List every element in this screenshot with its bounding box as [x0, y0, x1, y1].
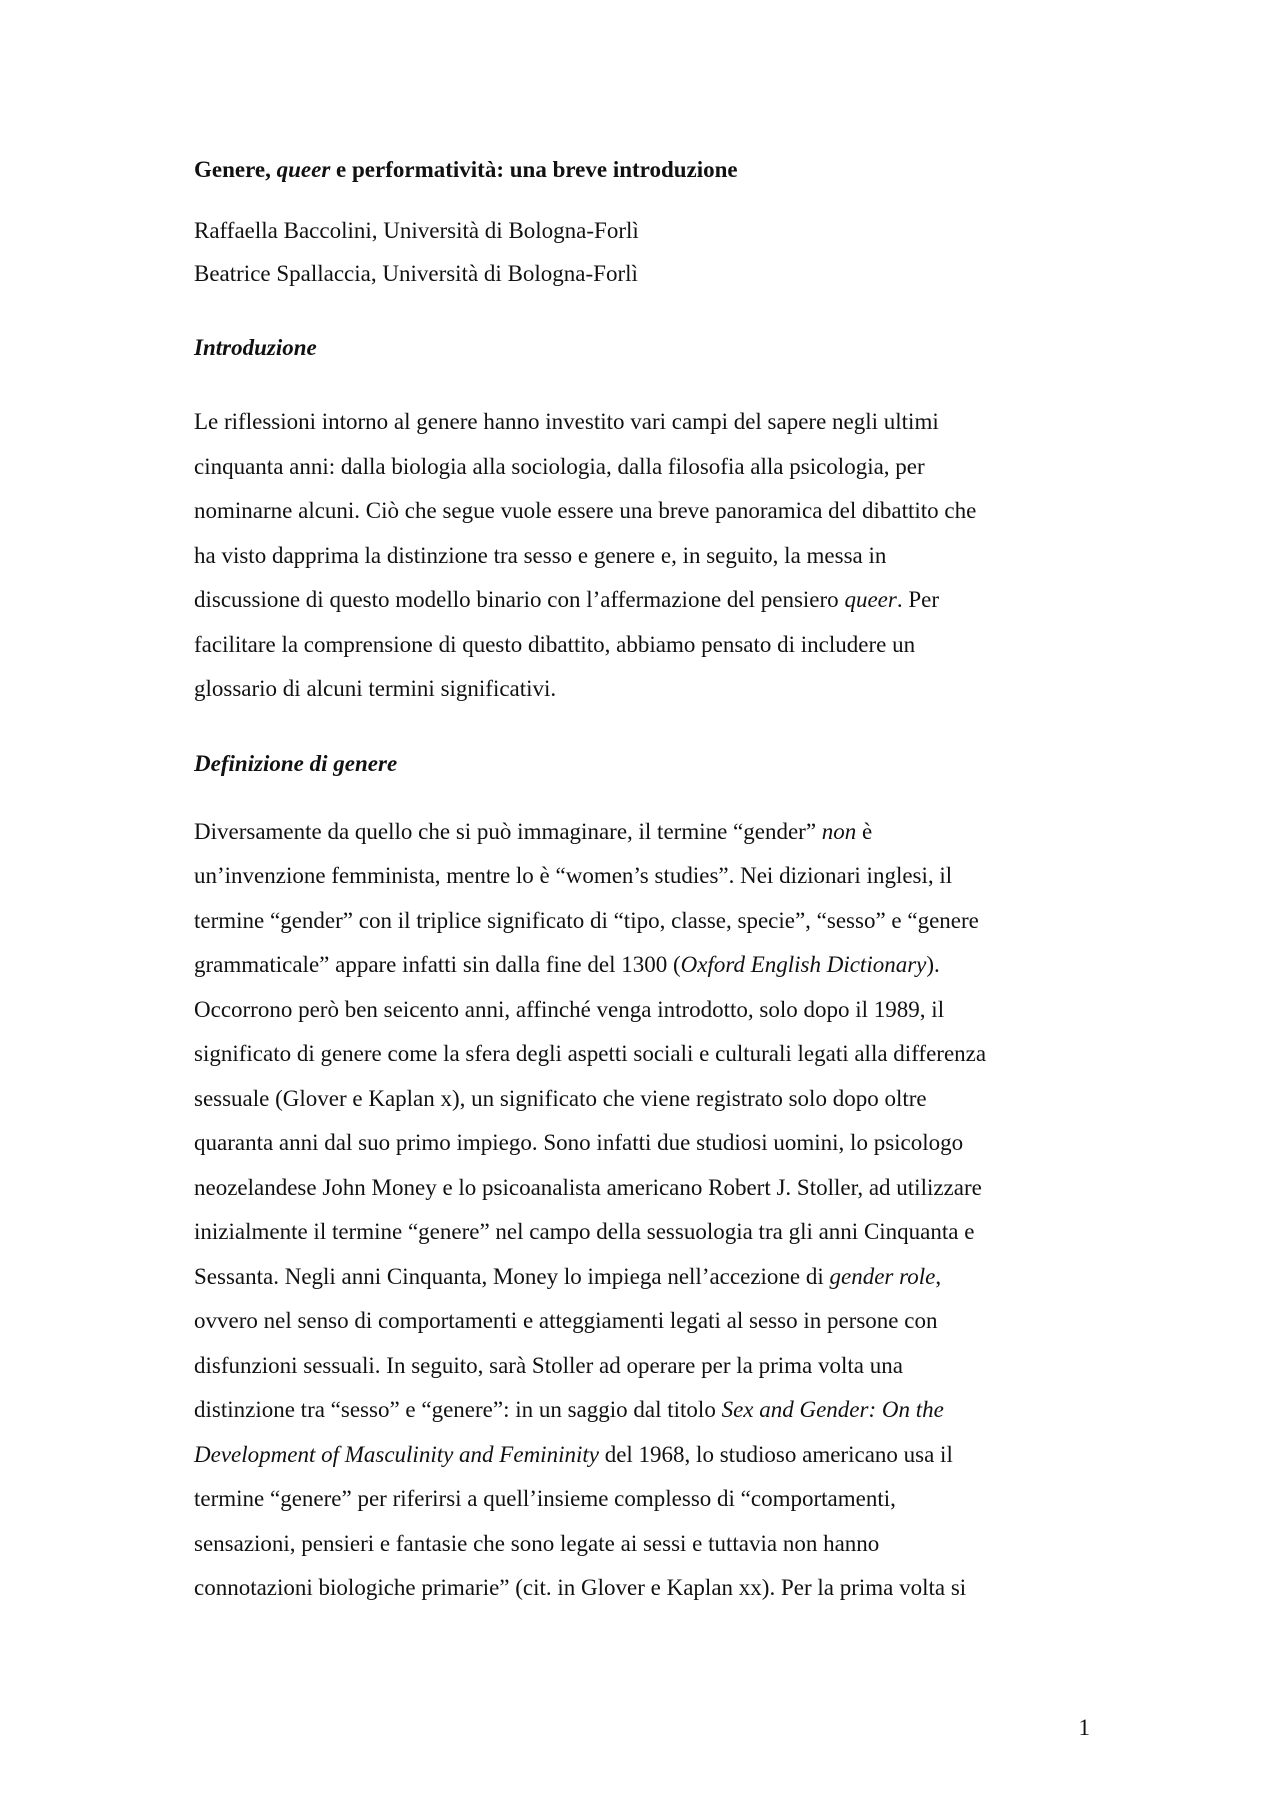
author-list — [194, 209, 1094, 295]
italic-term: Development of Masculinity and Femininity — [194, 1441, 599, 1467]
section-heading-introduzione: Introduzione — [194, 335, 317, 360]
paragraph-definizione — [194, 810, 1094, 1611]
text-line: neozelandese John Money e lo psicoanalista americano Robert J. Stoller, ad utilizzare — [194, 1174, 982, 1200]
text-segment: , — [935, 1263, 942, 1289]
text-segment: discussione di questo modello binario con l’affermazione del pensiero — [194, 587, 845, 612]
text-line — [194, 1433, 1094, 1478]
italic-term: Sex and Gender: On the — [721, 1397, 944, 1422]
text-line: significato di genere come la sfera degli aspetti sociali e culturali legati alla differenza — [194, 1041, 987, 1066]
text-line: inizialmente il termine “genere” nel campo della sessuologia tra gli anni Cinquanta e — [194, 1219, 975, 1244]
text-segment: ). — [926, 952, 940, 977]
page-number: 1 — [1078, 1715, 1090, 1740]
text-line — [194, 578, 1094, 623]
text-line: un’invenzione femminista, mentre lo è “women’s studies”. Nei dizionari inglesi, il — [194, 863, 953, 888]
text-line: termine “gender” con il triplice significato di “tipo, classe, specie”, “sesso” e “genere — [194, 907, 979, 933]
text-segment: del 1968, lo studioso americano usa il — [598, 1441, 953, 1467]
text-line: disfunzioni sessuali. In seguito, sarà Stoller ad operare per la prima volta una — [194, 1352, 903, 1378]
section-heading-definizione-di-genere: Definizione di genere — [194, 750, 398, 776]
text-line: ha visto dapprima la distinzione tra sesso e genere e, in seguito, la messa in — [194, 542, 887, 568]
text-line — [194, 1255, 1094, 1300]
italic-term: queer — [844, 587, 897, 612]
text-line: sensazioni, pensieri e fantasie che sono legate ai sessi e tuttavia non hanno — [194, 1530, 880, 1556]
text-segment: distinzione tra “sesso” e “genere”: in un saggio dal titolo — [194, 1397, 722, 1422]
text-line: ovvero nel senso di comportamenti e atteggiamenti legati al sesso in persone con — [194, 1308, 938, 1333]
author-line: Beatrice Spallaccia, Università di Bologna-Forlì — [194, 261, 638, 286]
text-line: termine “genere” per riferirsi a quell’insieme complesso di “comportamenti, — [194, 1486, 896, 1511]
text-line: Occorrono però ben seicento anni, affinché venga introdotto, solo dopo il 1989, il — [194, 996, 945, 1022]
text-line: connotazioni biologiche primarie” (cit. in Glover e Kaplan xx). Per la prima volta si — [194, 1575, 967, 1600]
text-line: nominarne alcuni. Ciò che segue vuole essere una breve panoramica del dibattito che — [194, 498, 977, 523]
text-segment: grammaticale” appare infatti sin dalla fine del 1300 ( — [194, 952, 681, 977]
paragraph-introduzione — [194, 400, 1094, 712]
text-line — [194, 943, 1094, 988]
author-line: Raffaella Baccolini, Università di Bologna-Forlì — [194, 218, 639, 243]
italic-term: gender role — [829, 1263, 936, 1289]
text-line: glossario di alcuni termini significativi. — [194, 676, 557, 701]
text-line: quaranta anni dal suo primo impiego. Sono infatti due studiosi uomini, lo psicologo — [194, 1130, 964, 1155]
text-segment: . Per — [896, 587, 939, 612]
text-line: sessuale (Glover e Kaplan x), un significato che viene registrato solo dopo oltre — [194, 1085, 927, 1111]
page-content — [194, 152, 1094, 1611]
text-line — [194, 810, 1094, 855]
title-text-end: e performatività: una breve introduzione — [330, 157, 738, 182]
text-line: Le riflessioni intorno al genere hanno investito vari campi del sapere negli ultimi — [194, 409, 939, 434]
text-segment: è — [856, 818, 873, 844]
text-segment: Diversamente da quello che si può immaginare, il termine “gender” — [194, 818, 822, 844]
text-segment: Sessanta. Negli anni Cinquanta, Money lo impiega nell’accezione di — [194, 1263, 830, 1289]
italic-term: non — [821, 818, 857, 844]
text-line — [194, 1388, 1094, 1433]
title-italic-term: queer — [276, 157, 331, 182]
document-title — [194, 152, 1094, 188]
italic-term: Oxford English Dictionary — [680, 952, 927, 977]
title-text-start: Genere, — [194, 157, 277, 182]
text-line: facilitare la comprensione di questo dibattito, abbiamo pensato di includere un — [194, 631, 916, 657]
text-line: cinquanta anni: dalla biologia alla sociologia, dalla filosofia alla psicologia, per — [194, 453, 925, 479]
